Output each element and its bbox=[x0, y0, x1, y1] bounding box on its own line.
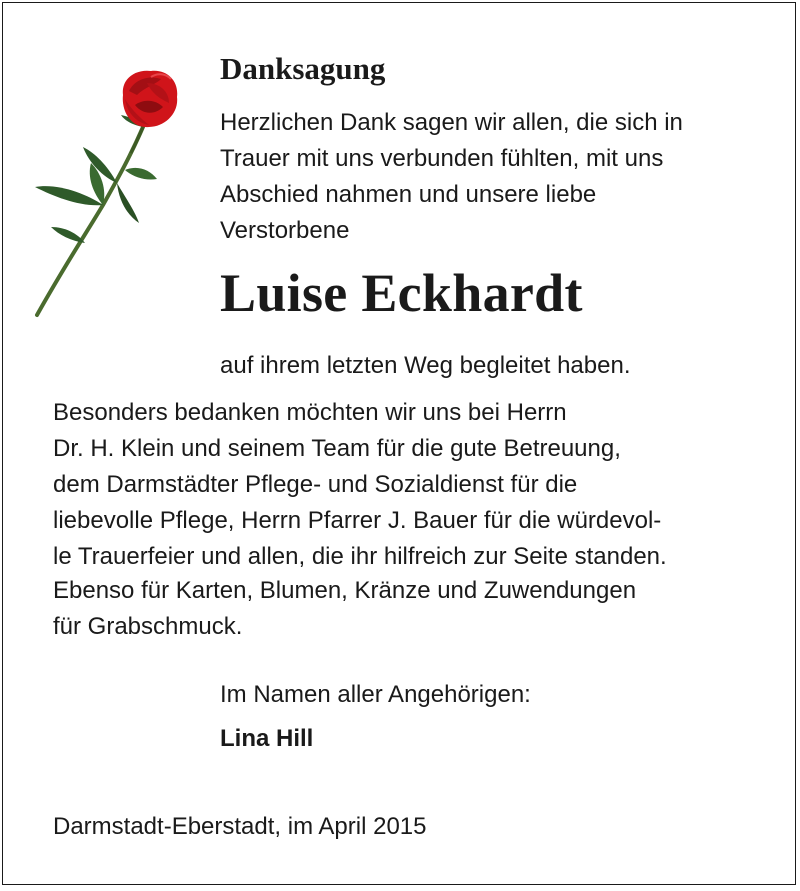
thanks-line: le Trauerfeier und allen, die ihr hilfreich zur Seite standen. bbox=[53, 543, 667, 570]
intro-line: Abschied nahmen und unsere liebe bbox=[220, 181, 597, 208]
thanks-paragraph bbox=[53, 395, 773, 575]
intro-line: Trauer mit uns verbunden fühlten, mit uns bbox=[220, 145, 664, 172]
thanks-line: liebevolle Pflege, Herrn Pfarrer J. Bauer für die würdevol- bbox=[53, 507, 662, 534]
intro-line: Herzlichen Dank sagen wir allen, die sich in bbox=[220, 109, 683, 136]
deceased-name: Luise Eckhardt bbox=[220, 263, 583, 323]
notice-heading: Danksagung bbox=[220, 51, 386, 86]
thanks-line: Dr. H. Klein und seinem Team für die gute Betreuung, bbox=[53, 435, 621, 462]
on-behalf-text: Im Namen aller Angehörigen: bbox=[220, 681, 531, 708]
also-line: für Grabschmuck. bbox=[53, 613, 243, 640]
place-date: Darmstadt-Eberstadt, im April 2015 bbox=[53, 813, 427, 840]
obituary-notice bbox=[2, 2, 796, 885]
signer-name: Lina Hill bbox=[220, 725, 314, 752]
thanks-line: dem Darmstädter Pflege- und Sozialdienst für die bbox=[53, 471, 578, 498]
thanks-line: Besonders bedanken möchten wir uns bei Herrn bbox=[53, 399, 567, 426]
intro-paragraph bbox=[220, 105, 780, 249]
also-paragraph bbox=[53, 573, 773, 645]
also-line: Ebenso für Karten, Blumen, Kränze und Zuwendungen bbox=[53, 577, 637, 604]
after-name-text: auf ihrem letzten Weg begleitet haben. bbox=[220, 352, 631, 379]
rose-icon bbox=[25, 65, 195, 320]
intro-line: Verstorbene bbox=[220, 217, 350, 244]
